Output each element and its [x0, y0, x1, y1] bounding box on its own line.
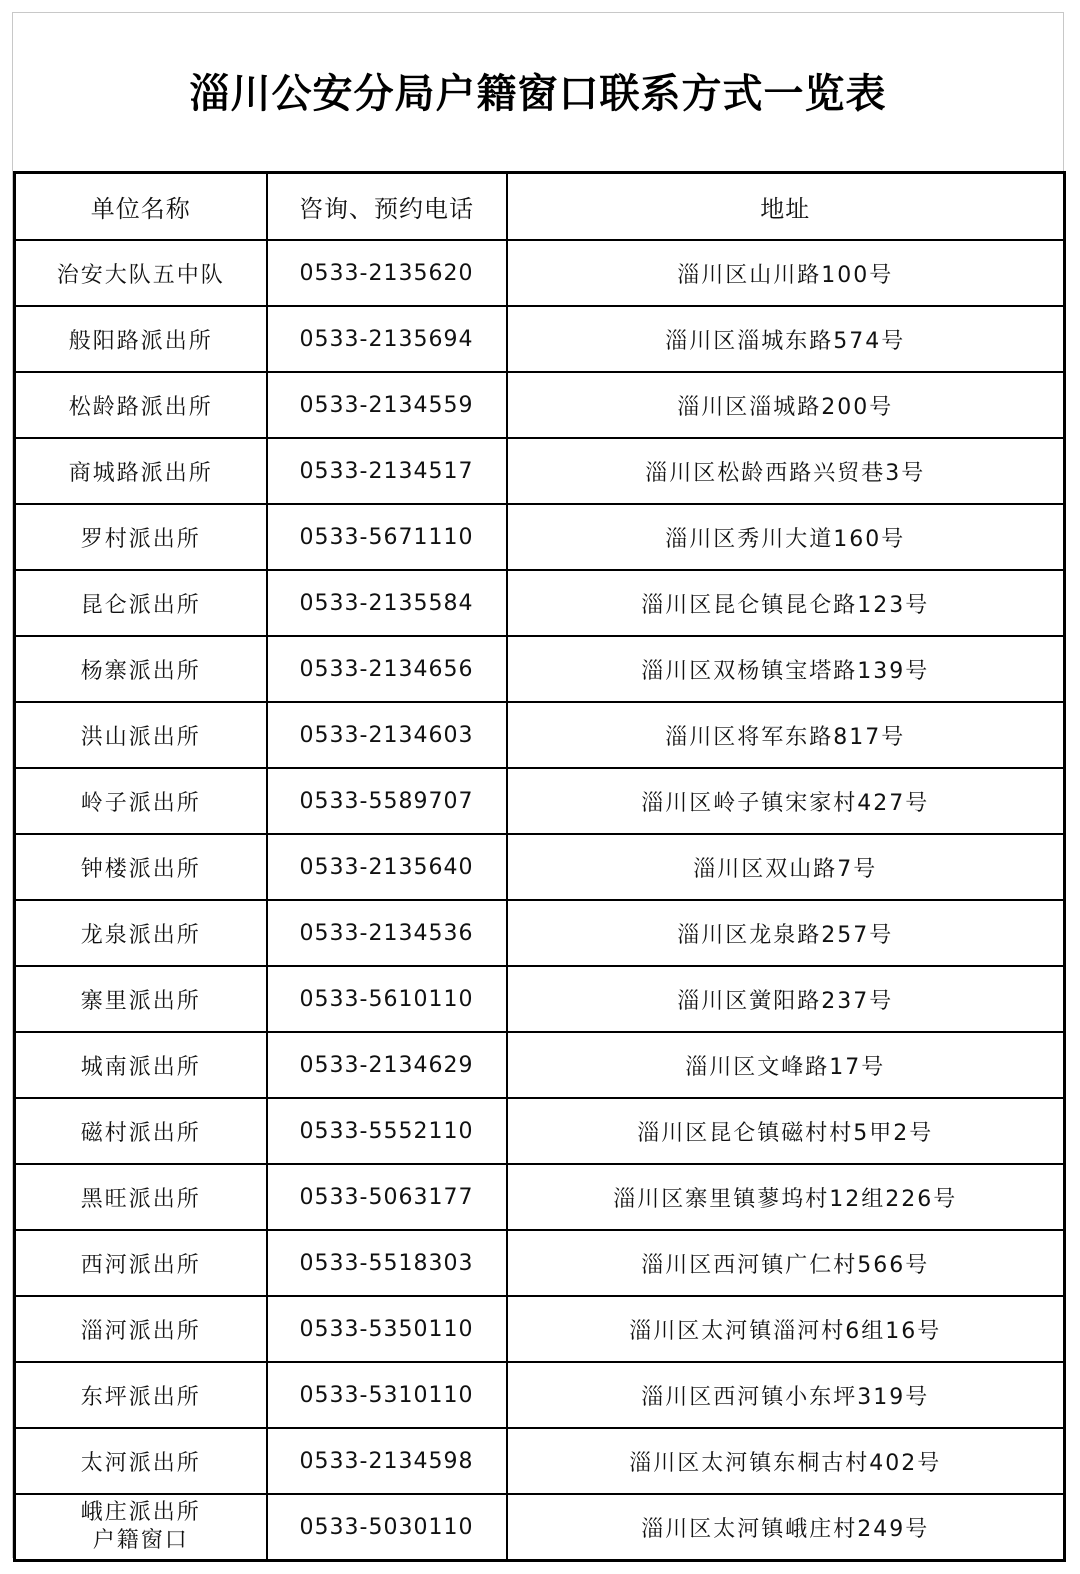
address-cell: 淄川区将军东路817号 [507, 702, 1065, 768]
unit-name-line: 峨庄派出所 [80, 1500, 201, 1525]
unit-cell: 城南派出所 [15, 1032, 267, 1098]
contact-table [13, 171, 1066, 1562]
table-row [15, 702, 1065, 768]
phone-cell: 0533-2135694 [267, 306, 507, 372]
table-row [15, 570, 1065, 636]
table-row [15, 1296, 1065, 1362]
table-header-row [15, 173, 1065, 241]
unit-cell: 般阳路派出所 [15, 306, 267, 372]
address-cell: 淄川区太河镇淄河村6组16号 [507, 1296, 1065, 1362]
phone-cell: 0533-2135584 [267, 570, 507, 636]
address-cell: 淄川区西河镇广仁村566号 [507, 1230, 1065, 1296]
phone-cell: 0533-5518303 [267, 1230, 507, 1296]
phone-cell: 0533-2134656 [267, 636, 507, 702]
header-phone: 咨询、预约电话 [267, 173, 507, 241]
unit-cell: 治安大队五中队 [15, 240, 267, 306]
table-row [15, 1164, 1065, 1230]
unit-cell: 太河派出所 [15, 1428, 267, 1494]
address-cell: 淄川区昆仑镇昆仑路123号 [507, 570, 1065, 636]
unit-cell: 磁村派出所 [15, 1098, 267, 1164]
address-cell: 淄川区龙泉路257号 [507, 900, 1065, 966]
address-cell: 淄川区文峰路17号 [507, 1032, 1065, 1098]
phone-cell: 0533-5610110 [267, 966, 507, 1032]
table-row [15, 438, 1065, 504]
phone-cell: 0533-5063177 [267, 1164, 507, 1230]
phone-cell: 0533-2134517 [267, 438, 507, 504]
address-cell: 淄川区山川路100号 [507, 240, 1065, 306]
table-row [15, 966, 1065, 1032]
unit-cell: 松龄路派出所 [15, 372, 267, 438]
table-row [15, 504, 1065, 570]
unit-cell: 杨寨派出所 [15, 636, 267, 702]
unit-cell: 昆仑派出所 [15, 570, 267, 636]
phone-cell: 0533-5350110 [267, 1296, 507, 1362]
address-cell: 淄川区岭子镇宋家村427号 [507, 768, 1065, 834]
phone-cell: 0533-5030110 [267, 1494, 507, 1561]
unit-cell: 淄河派出所 [15, 1296, 267, 1362]
table-row [15, 1362, 1065, 1428]
address-cell: 淄川区双杨镇宝塔路139号 [507, 636, 1065, 702]
table-row [15, 1230, 1065, 1296]
unit-subname-line: 户籍窗口 [92, 1528, 189, 1553]
address-cell: 淄川区太河镇峨庄村249号 [507, 1494, 1065, 1561]
address-cell: 淄川区秀川大道160号 [507, 504, 1065, 570]
unit-cell: 洪山派出所 [15, 702, 267, 768]
unit-cell [15, 1494, 267, 1561]
table-row [15, 372, 1065, 438]
table-row [15, 240, 1065, 306]
address-cell: 淄川区淄城路200号 [507, 372, 1065, 438]
unit-cell: 钟楼派出所 [15, 834, 267, 900]
address-cell: 淄川区黉阳路237号 [507, 966, 1065, 1032]
table-row-last [15, 1494, 1065, 1561]
phone-cell: 0533-2134559 [267, 372, 507, 438]
title-area [13, 13, 1063, 171]
address-cell: 淄川区双山路7号 [507, 834, 1065, 900]
document-sheet [12, 12, 1064, 1558]
header-unit: 单位名称 [15, 173, 267, 241]
address-cell: 淄川区淄城东路574号 [507, 306, 1065, 372]
phone-cell: 0533-5310110 [267, 1362, 507, 1428]
table-row [15, 768, 1065, 834]
table-row [15, 1428, 1065, 1494]
phone-cell: 0533-5589707 [267, 768, 507, 834]
unit-cell: 东坪派出所 [15, 1362, 267, 1428]
table-row [15, 1032, 1065, 1098]
unit-cell: 寨里派出所 [15, 966, 267, 1032]
address-cell: 淄川区西河镇小东坪319号 [507, 1362, 1065, 1428]
phone-cell: 0533-2134603 [267, 702, 507, 768]
table-body [15, 240, 1065, 1561]
unit-cell: 商城路派出所 [15, 438, 267, 504]
address-cell: 淄川区太河镇东桐古村402号 [507, 1428, 1065, 1494]
unit-cell: 岭子派出所 [15, 768, 267, 834]
phone-cell: 0533-2134598 [267, 1428, 507, 1494]
table-row [15, 1098, 1065, 1164]
address-cell: 淄川区松龄西路兴贸巷3号 [507, 438, 1065, 504]
phone-cell: 0533-2135640 [267, 834, 507, 900]
unit-cell: 西河派出所 [15, 1230, 267, 1296]
table-row [15, 834, 1065, 900]
phone-cell: 0533-2134536 [267, 900, 507, 966]
table-row [15, 900, 1065, 966]
unit-cell: 黑旺派出所 [15, 1164, 267, 1230]
table-row [15, 306, 1065, 372]
phone-cell: 0533-2135620 [267, 240, 507, 306]
address-cell: 淄川区寨里镇蓼坞村12组226号 [507, 1164, 1065, 1230]
phone-cell: 0533-5552110 [267, 1098, 507, 1164]
table-row [15, 636, 1065, 702]
page-title: 淄川公安分局户籍窗口联系方式一览表 [189, 69, 887, 117]
unit-cell: 罗村派出所 [15, 504, 267, 570]
address-cell: 淄川区昆仑镇磁村村5甲2号 [507, 1098, 1065, 1164]
phone-cell: 0533-5671110 [267, 504, 507, 570]
phone-cell: 0533-2134629 [267, 1032, 507, 1098]
unit-cell: 龙泉派出所 [15, 900, 267, 966]
header-address: 地址 [507, 173, 1065, 241]
